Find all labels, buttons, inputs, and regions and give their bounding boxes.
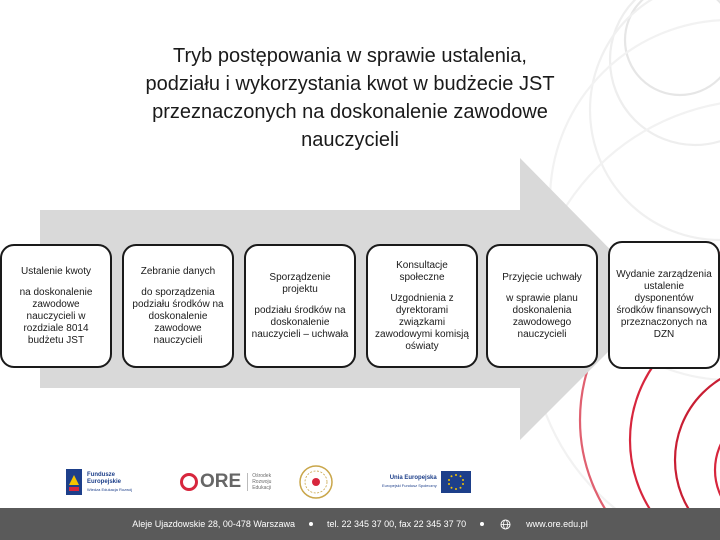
seal-icon xyxy=(298,464,334,500)
step-box-sporzadzenie-projektu xyxy=(244,244,356,368)
globe-icon xyxy=(498,517,512,531)
eu-flag-icon xyxy=(441,471,471,493)
step-heading: Wydanie zarządzenia xyxy=(616,269,712,280)
logos-bar xyxy=(0,458,720,506)
unia-europejska-logo xyxy=(382,464,471,500)
step-body: Uzgodnienia z dyrektorami związkami zawodowymi komisją oświaty xyxy=(375,292,469,352)
title-line: nauczycieli xyxy=(301,129,399,151)
step-body: podziału środków na doskonalenie nauczycieli – uchwała xyxy=(251,304,349,340)
fe-line2: Europejskie xyxy=(87,478,122,485)
title-line: przeznaczonych na doskonalenie zawodowe xyxy=(152,101,548,123)
step-body: w sprawie planu doskonalenia zawodowego nauczycieli xyxy=(506,292,578,340)
step-box-przyjecie-uchwaly xyxy=(486,244,598,368)
ore-sub1: Ośrodek xyxy=(252,473,272,479)
step-box-konsultacje-spoleczne xyxy=(366,244,478,368)
fundusze-europejskie-logo xyxy=(66,464,132,500)
step-body: do sporządzenia podziału środków na doskonalenie zawodowe nauczycieli xyxy=(132,286,224,346)
page-title xyxy=(90,42,610,154)
step-heading: Sporządzenie projektu xyxy=(269,271,331,295)
footer-website-link[interactable]: www.ore.edu.pl xyxy=(526,519,588,529)
step-heading: Konsultacje społeczne xyxy=(396,259,448,283)
footer-bar xyxy=(0,508,720,540)
step-body: na doskonalenie zawodowe nauczycieli w rozdziale 8014 budżetu JST xyxy=(19,286,93,346)
ore-sub3: Edukacji xyxy=(252,485,272,491)
ue-line2: Europejski Fundusz Społeczny xyxy=(382,483,437,488)
step-box-ustalenie-kwoty xyxy=(0,244,112,368)
footer-phone: tel. 22 345 37 00, fax 22 345 37 70 xyxy=(327,519,467,529)
step-heading: Zebranie danych xyxy=(140,265,216,277)
bullet-icon xyxy=(480,522,484,526)
fe-line3: Wiedza Edukacja Rozwój xyxy=(87,486,133,492)
step-heading: Ustalenie kwoty xyxy=(20,265,92,277)
footer-address: Aleje Ujazdowskie 28, 00-478 Warszawa xyxy=(132,519,296,529)
bullet-icon xyxy=(309,522,313,526)
fe-line1: Fundusze xyxy=(87,471,115,478)
step-heading: Przyjęcie uchwały xyxy=(502,271,582,283)
ue-line1: Unia Europejska xyxy=(389,475,437,481)
step-body: ustalenie dysponentów środków finansowych przeznaczonych na DZN xyxy=(616,281,712,340)
step-box-wydanie-zarzadzenia xyxy=(608,241,720,369)
fe-star-icon xyxy=(66,469,82,495)
ore-circle-icon xyxy=(180,473,198,491)
title-line: podziału i wykorzystania kwot w budżecie JST xyxy=(145,73,555,95)
step-box-zebranie-danych xyxy=(122,244,234,368)
title-line: Tryb postępowania w sprawie ustalenia, xyxy=(173,45,527,67)
ore-text: ORE xyxy=(200,471,242,492)
ore-logo xyxy=(180,464,271,500)
ore-sub2: Rozwoju xyxy=(252,479,272,485)
seal-logo xyxy=(298,464,334,500)
